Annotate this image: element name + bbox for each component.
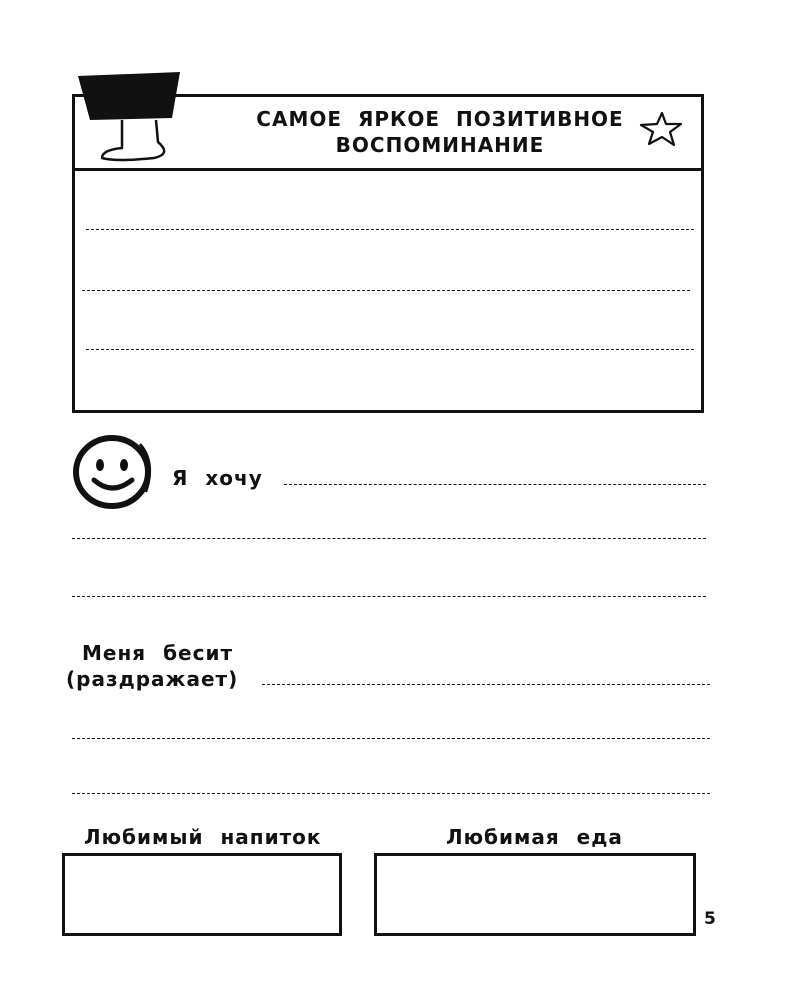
annoyed-label: [66, 640, 239, 692]
annoyed-writing-line[interactable]: [72, 793, 710, 794]
memory-title-line2: ВОСПОМИНАНИЕ: [335, 133, 545, 157]
memory-header-divider: [72, 168, 704, 171]
star-icon: [638, 110, 684, 148]
memory-title: [240, 106, 640, 158]
want-writing-line[interactable]: [72, 538, 706, 539]
want-writing-line[interactable]: [72, 596, 706, 597]
memory-writing-line[interactable]: [86, 229, 694, 230]
hat-boot-icon: [76, 70, 188, 162]
memory-title-line1: САМОЕ ЯРКОЕ ПОЗИТИВНОЕ: [256, 107, 624, 131]
smiley-face-icon: [70, 432, 160, 512]
memory-writing-line[interactable]: [86, 349, 694, 350]
memory-writing-line[interactable]: [82, 290, 690, 291]
favorite-food-box[interactable]: [374, 853, 696, 936]
annoyed-label-line2: (раздражает): [66, 667, 239, 691]
favorite-food-label: Любимая еда: [446, 825, 623, 849]
annoyed-writing-line[interactable]: [72, 738, 710, 739]
want-writing-line[interactable]: [284, 484, 706, 485]
annoyed-writing-line[interactable]: [262, 684, 710, 685]
favorite-drink-label: Любимый напиток: [84, 825, 322, 849]
page-number: 5: [704, 909, 716, 929]
want-label: Я хочу: [172, 466, 263, 490]
annoyed-label-line1: Меня бесит: [82, 641, 234, 665]
favorite-drink-box[interactable]: [62, 853, 342, 936]
